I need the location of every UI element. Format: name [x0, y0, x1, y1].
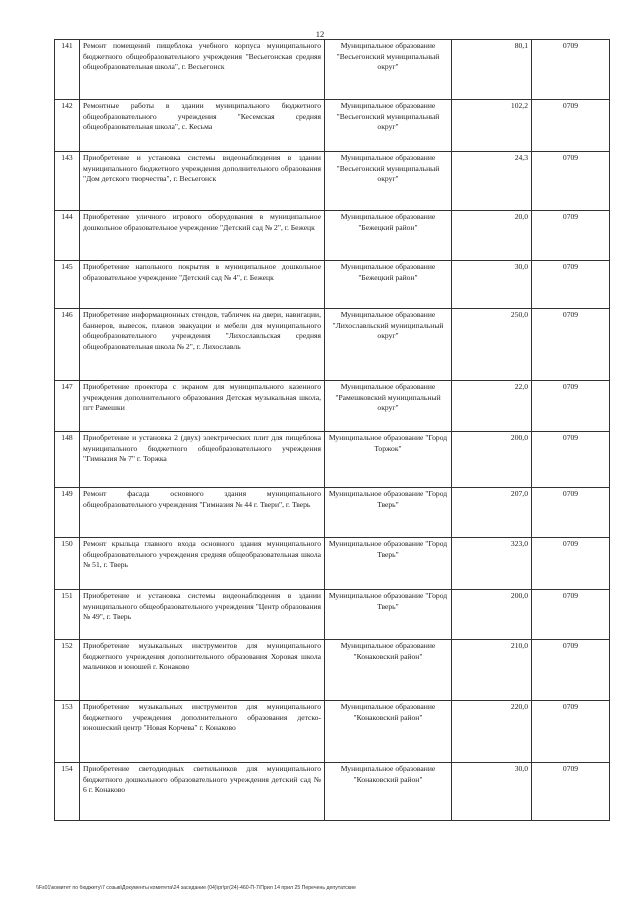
row-municipality: Муниципальное образование "Бежецкий район" — [325, 261, 452, 309]
row-municipality: Муниципальное образование "Весьегонский муниципальный округ" — [325, 40, 452, 100]
row-number: 141 — [55, 40, 80, 100]
row-number: 150 — [55, 538, 80, 590]
footer-file-path: \\Fs01\комитет по бюджету\7 созыв\Документы комитета\24 заседание (04)\рг\рг(24)-460-П-7\Прил 14 прил 25 Перечень депутатские — [36, 885, 356, 891]
row-description: Приобретение музыкальных инструментов для муниципального бюджетного учреждения дополнительного образования Хоровая школа мальчиков и юношей г. Конаково — [80, 640, 325, 701]
row-municipality: Муниципальное образование "Лихославльский муниципальный округ" — [325, 309, 452, 381]
row-number: 153 — [55, 701, 80, 763]
row-description: Приобретение и установка системы видеонаблюдения в здании муниципального общеобразовательного учреждения "Центр образования № 49", г. Тверь — [80, 590, 325, 640]
row-amount: 80,1 — [452, 40, 532, 100]
table-row — [55, 701, 610, 763]
row-amount: 30,0 — [452, 261, 532, 309]
row-code: 0709 — [532, 381, 610, 432]
row-code: 0709 — [532, 488, 610, 538]
row-code: 0709 — [532, 152, 610, 211]
row-number: 144 — [55, 211, 80, 261]
row-amount: 20,0 — [452, 211, 532, 261]
row-number: 143 — [55, 152, 80, 211]
row-municipality: Муниципальное образование "Рамешковский муниципальный округ" — [325, 381, 452, 432]
row-code: 0709 — [532, 590, 610, 640]
row-code: 0709 — [532, 763, 610, 821]
table-row — [55, 100, 610, 152]
table-row — [55, 432, 610, 488]
row-number: 151 — [55, 590, 80, 640]
row-municipality: Муниципальное образование "Конаковский район" — [325, 763, 452, 821]
row-description: Приобретение напольного покрытия в муниципальное дошкольное образовательное учреждение "Детский сад № 4", г. Бежецк — [80, 261, 325, 309]
row-description: Приобретение уличного игрового оборудования в муниципальное дошкольное образовательное учреждение "Детский сад № 2", г. Бежецк — [80, 211, 325, 261]
row-amount: 250,0 — [452, 309, 532, 381]
table-row — [55, 488, 610, 538]
row-municipality: Муниципальное образование "Конаковский район" — [325, 701, 452, 763]
row-number: 149 — [55, 488, 80, 538]
row-code: 0709 — [532, 701, 610, 763]
table-row — [55, 590, 610, 640]
row-code: 0709 — [532, 432, 610, 488]
row-code: 0709 — [532, 211, 610, 261]
page-number: 12 — [315, 29, 325, 39]
table-row — [55, 261, 610, 309]
table-row — [55, 211, 610, 261]
row-municipality: Муниципальное образование "Город Тверь" — [325, 590, 452, 640]
row-code: 0709 — [532, 309, 610, 381]
allocation-table — [54, 39, 610, 821]
row-amount: 323,0 — [452, 538, 532, 590]
row-amount: 30,0 — [452, 763, 532, 821]
table-row — [55, 152, 610, 211]
row-number: 145 — [55, 261, 80, 309]
row-code: 0709 — [532, 100, 610, 152]
row-description: Ремонтные работы в здании муниципального бюджетного общеобразовательного учреждения "Кесемская средняя общеобразовательная школа", с. Кесьма — [80, 100, 325, 152]
row-description: Приобретение светодиодных светильников для муниципального бюджетного дошкольного образовательного учреждения детский сад № 6 г. Конаково — [80, 763, 325, 821]
table-row — [55, 538, 610, 590]
row-description: Приобретение информационных стендов, табличек на двери, навигации, баннеров, вывесок, планов эвакуации и мебели для муниципального общеобразовательного учреждения "Лихославльская средняя общеобразовательная школа № 2", г. Лихославль — [80, 309, 325, 381]
row-municipality: Муниципальное образование "Город Торжок" — [325, 432, 452, 488]
row-municipality: Муниципальное образование "Весьегонский муниципальный округ" — [325, 100, 452, 152]
table-row — [55, 763, 610, 821]
table-row — [55, 40, 610, 100]
row-amount: 22,0 — [452, 381, 532, 432]
row-municipality: Муниципальное образование "Весьегонский муниципальный округ" — [325, 152, 452, 211]
row-description: Ремонт помещений пищеблока учебного корпуса муниципального бюджетного общеобразовательного учреждения "Весьегонская средняя общеобразовательная школа", г. Весьегонск — [80, 40, 325, 100]
row-number: 154 — [55, 763, 80, 821]
row-description: Приобретение и установка системы видеонаблюдения в здании муниципального бюджетного учреждения дополнительного образования "Дом детского творчества", г. Весьегонск — [80, 152, 325, 211]
row-number: 148 — [55, 432, 80, 488]
row-description: Ремонт крыльца главного входа основного здания муниципального общеобразовательного учреждения средняя общеобразовательная школа № 51, г. Тверь — [80, 538, 325, 590]
row-amount: 220,0 — [452, 701, 532, 763]
row-code: 0709 — [532, 261, 610, 309]
row-code: 0709 — [532, 40, 610, 100]
row-description: Приобретение музыкальных инструментов для муниципального бюджетного учреждения дополнительного образования детско-юношеский центр "Новая Корчева" г. Конаково — [80, 701, 325, 763]
row-description: Приобретение и установка 2 (двух) электрических плит для пищеблока муниципального бюджетного общеобразовательного учреждения "Гимназия № 7" г. Торжка — [80, 432, 325, 488]
row-amount: 207,0 — [452, 488, 532, 538]
row-description: Приобретение проектора с экраном для муниципального казенного учреждения дополнительного образования Детская музыкальная школа, пгт Рамешки — [80, 381, 325, 432]
table-row — [55, 640, 610, 701]
row-amount: 200,0 — [452, 432, 532, 488]
row-number: 146 — [55, 309, 80, 381]
row-municipality: Муниципальное образование "Бежецкий район" — [325, 211, 452, 261]
row-code: 0709 — [532, 538, 610, 590]
row-amount: 102,2 — [452, 100, 532, 152]
row-amount: 200,0 — [452, 590, 532, 640]
row-municipality: Муниципальное образование "Конаковский район" — [325, 640, 452, 701]
row-amount: 210,0 — [452, 640, 532, 701]
row-description: Ремонт фасада основного здания муниципального общеобразовательного учреждения "Гимназия № 44 г. Твери", г. Тверь — [80, 488, 325, 538]
row-code: 0709 — [532, 640, 610, 701]
table-row — [55, 381, 610, 432]
row-municipality: Муниципальное образование "Город Тверь" — [325, 538, 452, 590]
row-number: 142 — [55, 100, 80, 152]
row-number: 147 — [55, 381, 80, 432]
row-municipality: Муниципальное образование "Город Тверь" — [325, 488, 452, 538]
row-amount: 24,3 — [452, 152, 532, 211]
table-row — [55, 309, 610, 381]
row-number: 152 — [55, 640, 80, 701]
